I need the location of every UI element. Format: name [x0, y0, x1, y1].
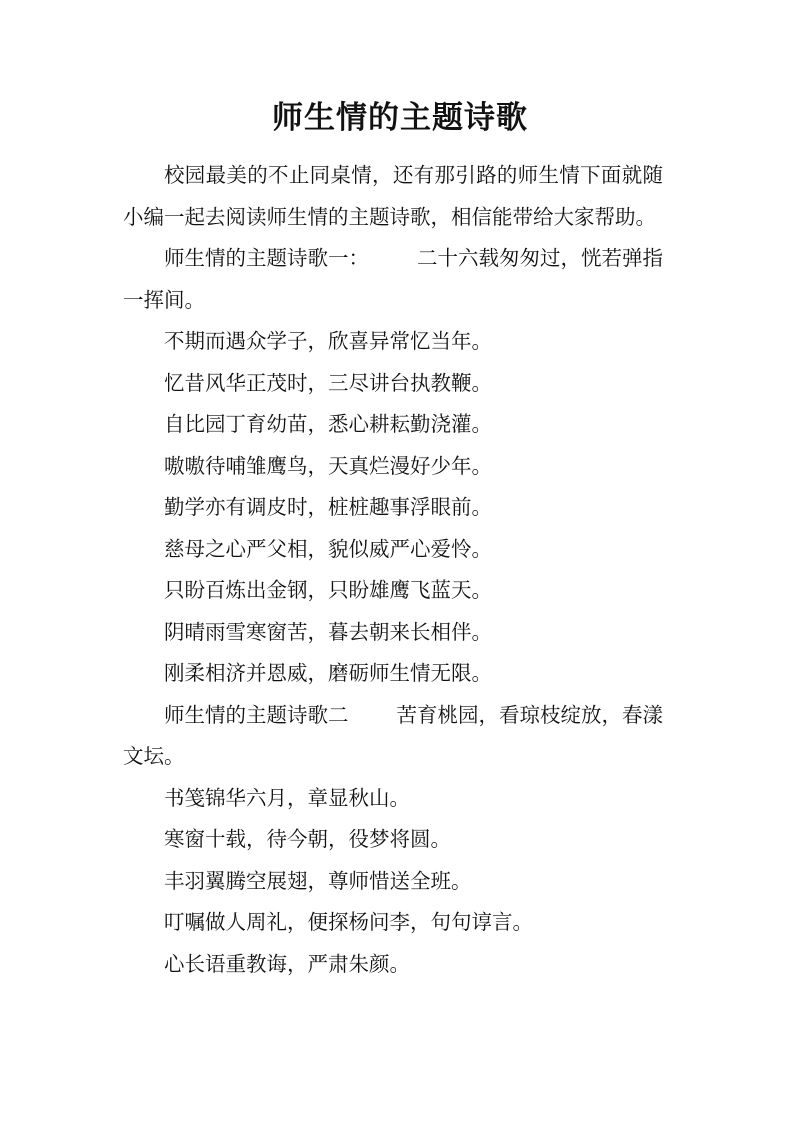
poem-line: 慈母之心严父相，貌似威严心爱怜。 — [164, 536, 492, 561]
poem2-heading: 师生情的主题诗歌二 — [164, 702, 349, 727]
poem1-opening-paragraph — [123, 238, 663, 321]
poem-line: 丰羽翼腾空展翅，尊师惜送全班。 — [164, 868, 472, 893]
intro-paragraph: 校园最美的不止同桌情，还有那引路的师生情下面就随小编一起去阅读师生情的主题诗歌，相信能带给大家帮助。 — [123, 163, 663, 229]
poem-line: 不期而遇众学子，欣喜异常忆当年。 — [164, 329, 492, 353]
poem-line: 刚柔相济并恩威，磨砺师生情无限。 — [164, 661, 492, 685]
poem-line: 心长语重教诲，严肃朱颜。 — [164, 951, 410, 976]
page-title: 师生情的主题诗歌 — [272, 100, 528, 136]
poem-line: 忆昔风华正茂时，三尽讲台执教鞭。 — [164, 370, 492, 395]
poem2-opening-paragraph — [123, 695, 663, 778]
poem-line: 叮嘱做人周礼，便探杨问李，句句谆言。 — [164, 910, 533, 934]
poem-line: 勤学亦有调皮时，桩桩趣事浮眼前。 — [164, 495, 492, 519]
poem-line: 只盼百炼出金钢，只盼雄鹰飞蓝天。 — [164, 578, 492, 602]
poem-line: 自比园丁育幼苗，悉心耕耘勤浇灌。 — [164, 412, 492, 436]
document-body — [123, 155, 663, 985]
poem-line: 书笺锦华六月，章显秋山。 — [164, 785, 410, 810]
poem1-first-line: 二十六载匆匆过，恍若弹指一挥间。 — [123, 246, 663, 312]
poem1-heading: 师生情的主题诗歌一： — [164, 246, 369, 270]
poem-line: 嗷嗷待哺雏鹰鸟，天真烂漫好少年。 — [164, 453, 492, 478]
poem-line: 阴晴雨雪寒窗苦，暮去朝来长相伴。 — [164, 619, 492, 644]
poem-line: 寒窗十载，待今朝，役梦将圆。 — [164, 827, 451, 851]
poem2-first-line: 苦育桃园，看琼枝绽放，春漾文坛。 — [123, 702, 663, 768]
